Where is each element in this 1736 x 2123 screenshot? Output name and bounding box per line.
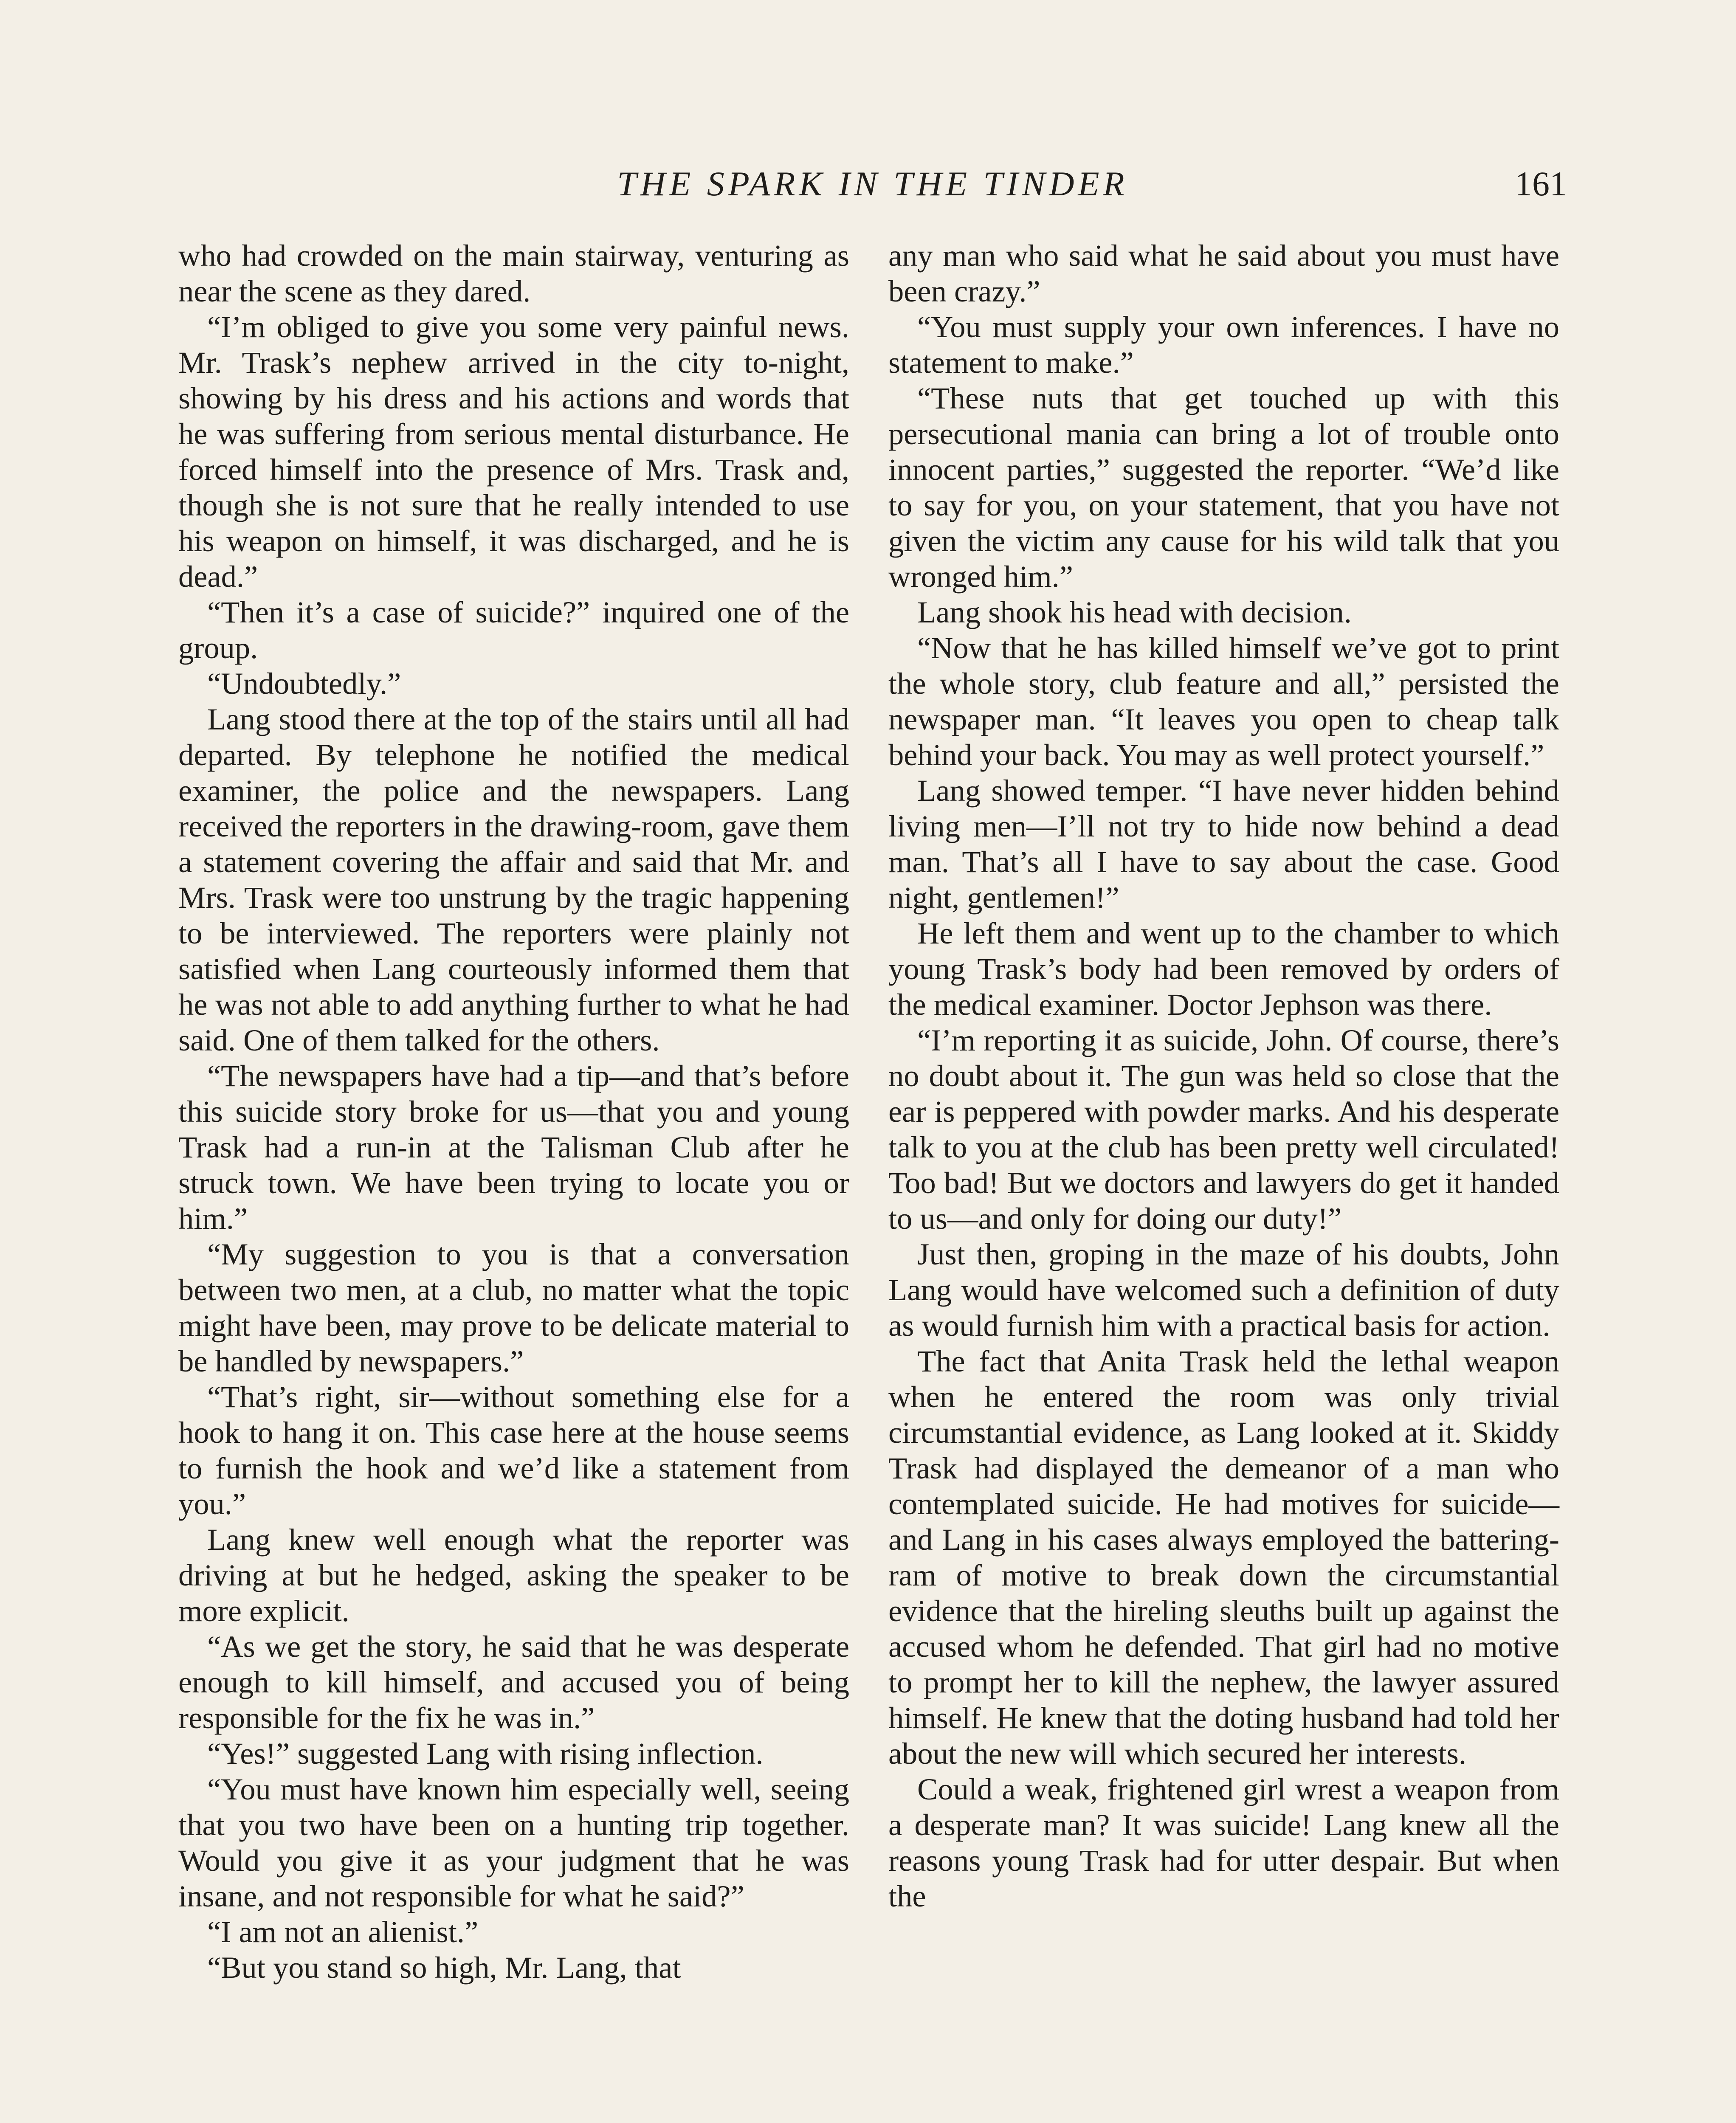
paragraph: Lang shook his head with decision. <box>917 595 1352 629</box>
paragraph: “My suggestion to you is that a conversation between two men, at a club, no matter what the topic might have been, may prove to be delicate material to be handled by newspapers.” <box>178 1237 849 1378</box>
paragraph: “These nuts that get touched up with this persecutional mania can bring a lot of trouble onto innocent parties,” suggested the reporter. “We’d like to say for you, on your statement, that you have not given the victim any cause for his wild talk that you wronged him.” <box>888 381 1559 594</box>
paragraph: Lang stood there at the top of the stairs until all had departed. By telephone he notified the medical examiner, the police and the newspapers. Lang received the reporters in the drawing-room, gave them a statement covering the affair and said that Mr. and Mrs. Trask were too unstrung by the tragic happening to be interviewed. The reporters were plainly not satisfied when Lang courteously informed them that he was not able to add anything further to what he had said. One of them talked for the others. <box>178 702 849 1057</box>
paragraph: “Then it’s a case of suicide?” inquired one of the group. <box>178 595 849 665</box>
paragraph: He left them and went up to the chamber to which young Trask’s body had been removed by orders of the medical examiner. Doctor Jephson was there. <box>888 916 1559 1022</box>
right-column <box>888 238 1559 1914</box>
paragraph: The fact that Anita Trask held the lethal weapon when he entered the room was only trivial circumstantial evidence, as Lang looked at it. Skiddy Trask had displayed the demeanor of a man who contemplated suicide. He had motives for suicide—and Lang in his cases always employed the battering-ram of motive to break down the circumstantial evidence that the hireling sleuths built up against the accused whom he defended. That girl had no motive to prompt her to kill the nephew, the lawyer assured himself. He knew that the doting husband had told her about the new will which secured her interests. <box>888 1344 1559 1771</box>
running-title: THE SPARK IN THE TINDER <box>617 164 1128 203</box>
paragraph: Lang knew well enough what the reporter was driving at but he hedged, asking the speaker to be more explicit. <box>178 1522 849 1628</box>
paragraph: “As we get the story, he said that he was desperate enough to kill himself, and accused you of being responsible for the fix he was in.” <box>178 1629 849 1735</box>
paragraph: “I’m reporting it as suicide, John. Of course, there’s no doubt about it. The gun was held so close that the ear is peppered with powder marks. And his desperate talk to you at the club has been pretty well circulated! Too bad! But we doctors and lawyers do get it handed to us—and only for doing our duty!” <box>888 1023 1559 1236</box>
paragraph: any man who said what he said about you must have been crazy.” <box>888 238 1559 308</box>
paragraph: Just then, groping in the maze of his doubts, John Lang would have welcomed such a definition of duty as would furnish him with a practical basis for action. <box>888 1237 1559 1343</box>
paragraph: “The newspapers have had a tip—and that’s before this suicide story broke for us—that you and young Trask had a run-in at the Talisman Club after he struck town. We have been trying to locate you or him.” <box>178 1059 849 1236</box>
page-number: 161 <box>1515 164 1567 203</box>
paragraph: who had crowded on the main stairway, venturing as near the scene as they dared. <box>178 238 849 308</box>
paragraph: “That’s right, sir—without something else for a hook to hang it on. This case here at the house seems to furnish the hook and we’d like a statement from you.” <box>178 1380 849 1521</box>
running-header <box>178 160 1567 207</box>
left-column <box>178 238 849 1985</box>
paragraph: “I am not an alienist.” <box>207 1915 479 1949</box>
paragraph: Could a weak, frightened girl wrest a weapon from a desperate man? It was suicide! Lang knew all the reasons young Trask had for utter despair. But when the <box>888 1772 1559 1913</box>
paragraph: “Undoubtedly.” <box>207 666 401 701</box>
paragraph: “You must have known him especially well, seeing that you two have been on a hunting trip together. Would you give it as your judgment that he was insane, and not responsible for what he said?” <box>178 1772 849 1913</box>
paragraph: “Yes!” suggested Lang with rising inflection. <box>207 1736 764 1771</box>
paragraph: “Now that he has killed himself we’ve got to print the whole story, club feature and all,” persisted the newspaper man. “It leaves you open to cheap talk behind your back. You may as well protect yourself.” <box>888 631 1559 772</box>
paragraph: Lang showed temper. “I have never hidden behind living men—I’ll not try to hide now behind a dead man. That’s all I have to say about the case. Good night, gentlemen!” <box>888 773 1559 915</box>
paragraph: “I’m obliged to give you some very painful news. Mr. Trask’s nephew arrived in the city to-night, showing by his dress and his actions and words that he was suffering from serious mental disturbance. He forced himself into the presence of Mrs. Trask and, though she is not sure that he really intended to use his weapon on himself, it was discharged, and he is dead.” <box>178 310 849 594</box>
paragraph: “But you stand so high, Mr. Lang, that <box>207 1950 681 1985</box>
paragraph: “You must supply your own inferences. I have no statement to make.” <box>888 310 1559 380</box>
